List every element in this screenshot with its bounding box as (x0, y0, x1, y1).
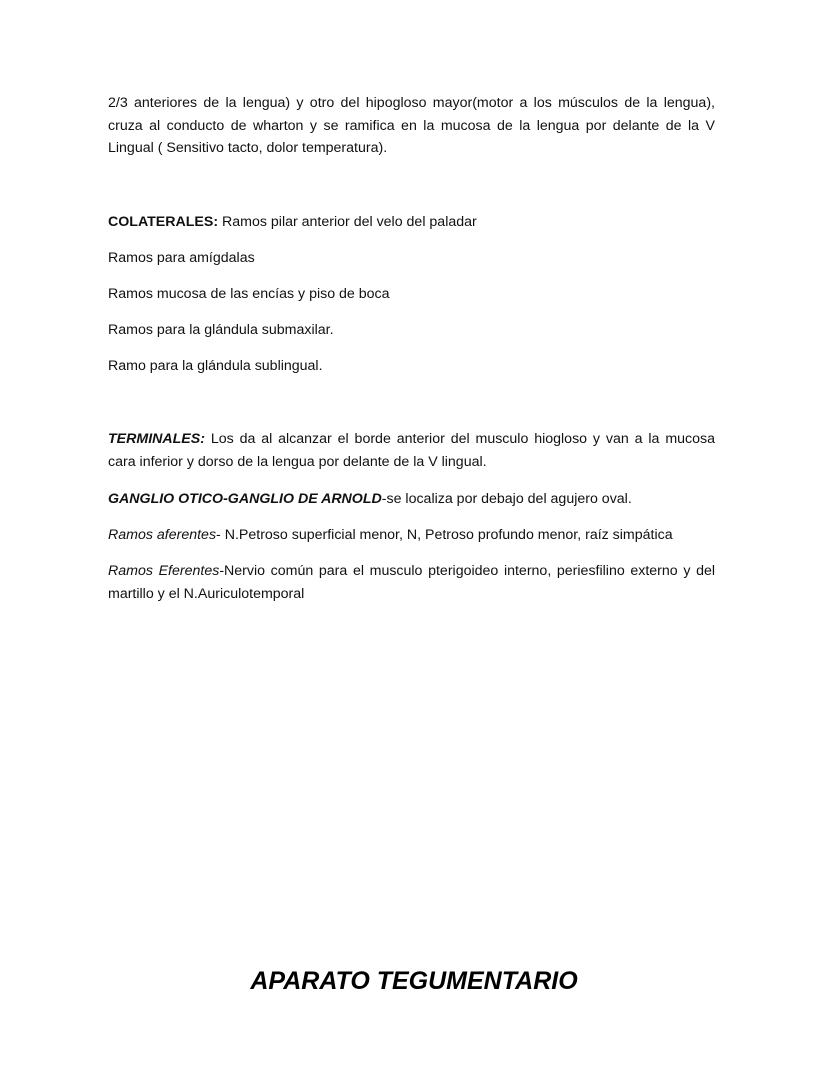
eferentes-text: -Nervio común para el musculo pterigoideo interno, periesfilino externo y del martillo y el N.Auriculotemporal (108, 563, 715, 602)
terminales-heading: TERMINALES: (108, 431, 205, 447)
eferentes-paragraph (108, 560, 715, 605)
eferentes-heading: Ramos Eferentes (108, 563, 220, 579)
colaterales-item: Ramos para amígdalas (108, 250, 255, 266)
aferentes-heading: Ramos aferentes (108, 527, 217, 543)
colaterales-item: Ramos para la glándula submaxilar. (108, 322, 334, 338)
aferentes-text: - N.Petroso superficial menor, N, Petroso profundo menor, raíz simpática (216, 527, 673, 543)
intro-paragraph (108, 92, 715, 160)
colaterales-item: Ramos mucosa de las encías y piso de boca (108, 286, 390, 302)
colaterales-item: Ramo para la glándula sublingual. (108, 358, 323, 374)
colaterales-first-text: Ramos pilar anterior del velo del paladar (218, 214, 477, 230)
colaterales-paragraph (108, 211, 715, 234)
ganglio-heading: GANGLIO OTICO-GANGLIO DE ARNOLD (108, 491, 382, 507)
ganglio-paragraph (108, 488, 715, 511)
ganglio-text: -se localiza por debajo del agujero oval. (381, 491, 632, 507)
colaterales-heading: COLATERALES: (108, 214, 219, 230)
terminales-text: Los da al alcanzar el borde anterior del musculo hiogloso y van a la mucosa cara inferior y dorso de la lengua por delante de la V lingual. (108, 431, 715, 470)
terminales-paragraph (108, 428, 715, 473)
intro-text: 2/3 anteriores de la lengua) y otro del hipogloso mayor(motor a los músculos de la lengua), cruza al conducto de wharton y se ramifica en la mucosa de la lengua por delante de la V Lingual ( Sensitivo tacto, dolor temperatura). (108, 95, 715, 156)
aferentes-paragraph (108, 524, 715, 547)
section-title: APARATO TEGUMENTARIO (250, 967, 578, 995)
